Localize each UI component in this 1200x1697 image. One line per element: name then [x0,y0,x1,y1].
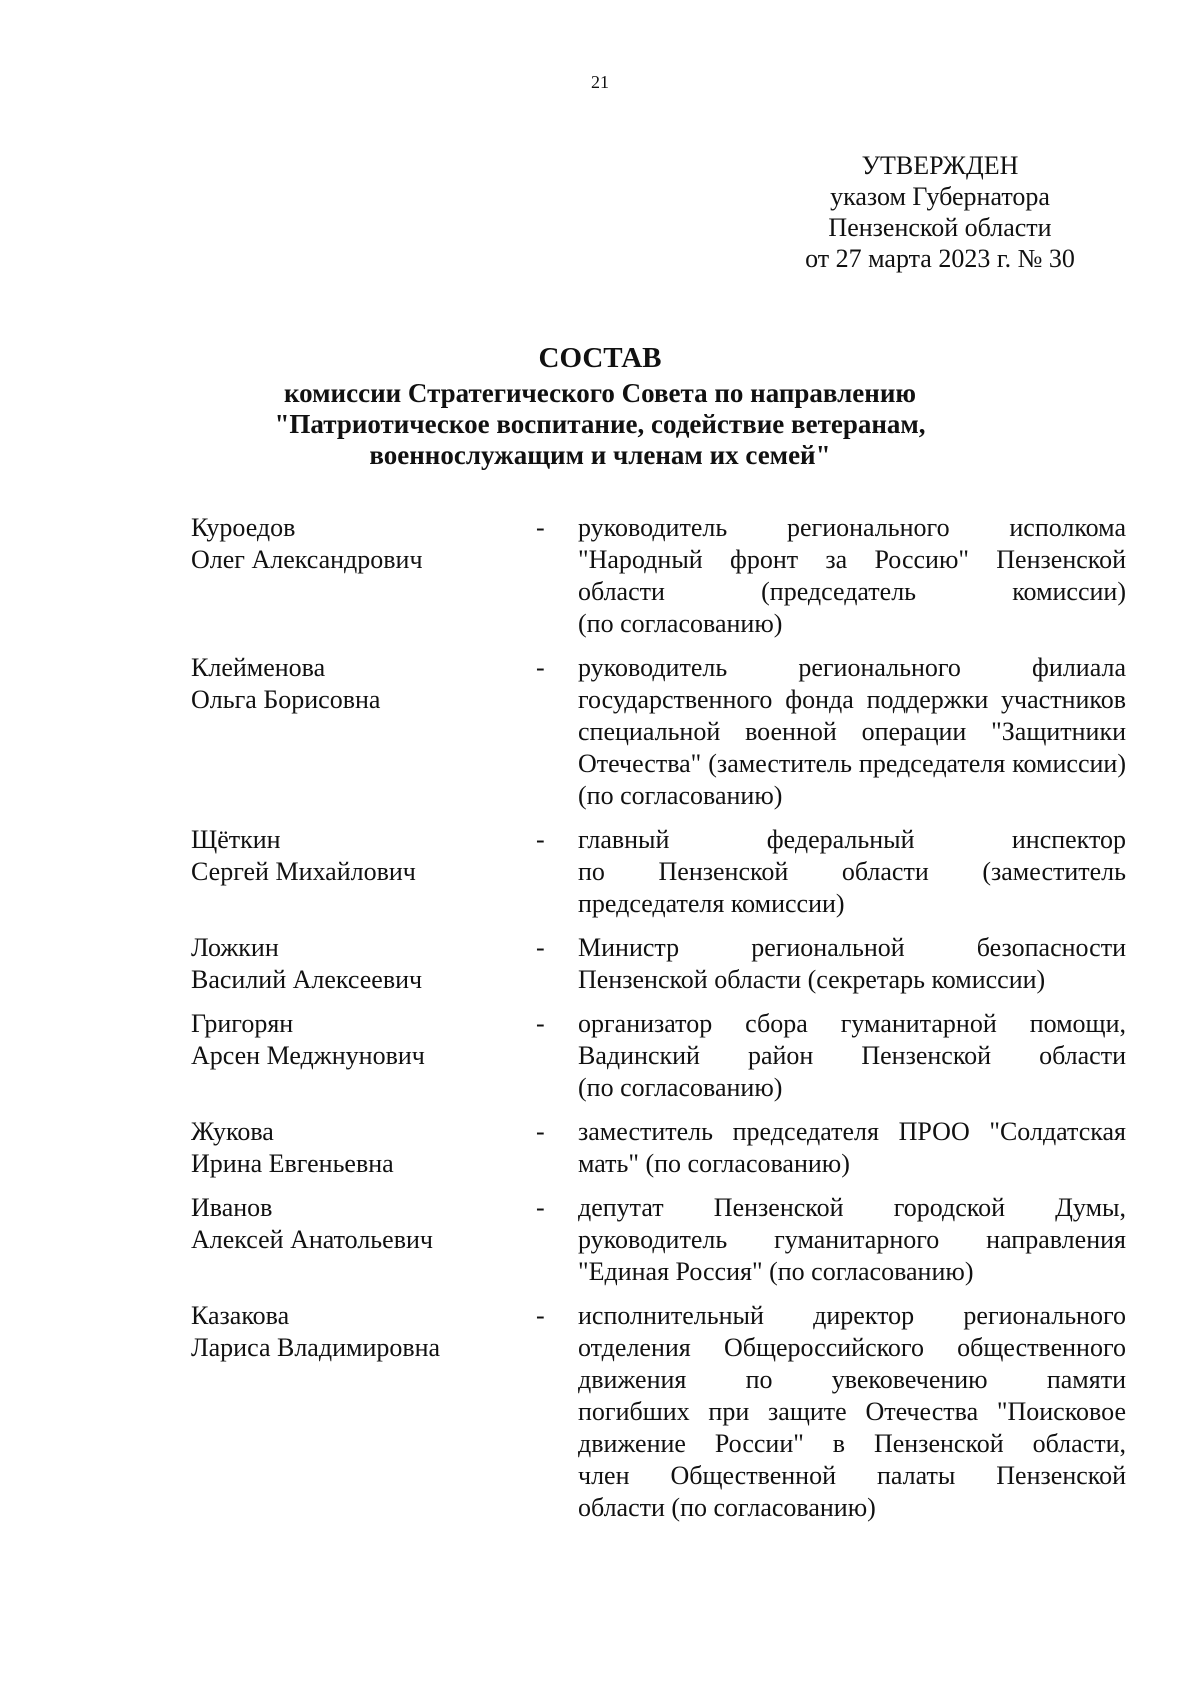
member-role-line: главный федеральный инспектор [578,825,1126,854]
approval-block [780,150,1100,274]
member-dash: - [536,933,545,962]
member-name [191,1192,536,1288]
approval-line: УТВЕРЖДЕН [861,151,1019,180]
member-role [578,1192,1126,1288]
member-role-line: организатор сбора гуманитарной помощи, [578,1009,1126,1038]
approval-line: Пензенской области [828,213,1052,242]
member-role-line: руководитель гуманитарного направления [578,1225,1126,1254]
member-role-line: "Единая Россия" (по согласованию) [578,1257,974,1286]
title-line: военнослужащим и членам их семей" [369,440,831,470]
member-role-line: (по согласованию) [578,781,783,810]
member-given-name: Арсен Меджнунович [191,1041,425,1070]
member-role-line: Вадинский район Пензенской области [578,1041,1126,1070]
member-role-line: области (по согласованию) [578,1493,876,1522]
member-dash: - [536,1009,545,1038]
member-role-line: председателя комиссии) [578,889,845,918]
title-heading: СОСТАВ [538,342,662,374]
member-given-name: Сергей Михайлович [191,857,416,886]
member-name [191,1008,536,1104]
member-role-line: (по согласованию) [578,609,783,638]
member-role [578,512,1126,640]
member-role-line: руководитель регионального филиала [578,653,1126,682]
member-given-name: Ольга Борисовна [191,685,381,714]
approval-line: от 27 марта 2023 г. № 30 [805,244,1075,273]
member-given-name: Василий Алексеевич [191,965,423,994]
member-role-line: член Общественной палаты Пензенской [578,1461,1126,1490]
member-surname: Григорян [191,1009,294,1038]
member-role-line: Министр региональной безопасности [578,933,1126,962]
member-name [191,512,536,640]
member-surname: Куроедов [191,513,296,542]
member-row [191,824,1126,920]
member-role-line: Пензенской области (секретарь комиссии) [578,965,1046,994]
member-role-line: государственного фонда поддержки участников [578,685,1126,714]
member-role-line: отделения Общероссийского общественного [578,1333,1126,1362]
member-role-line: специальной военной операции "Защитники [578,717,1126,746]
member-name [191,1300,536,1524]
member-dash: - [536,1301,545,1330]
member-role [578,652,1126,812]
title-line: комиссии Стратегического Совета по направлению [283,378,917,408]
member-name [191,652,536,812]
member-row [191,1300,1126,1524]
member-role-line: руководитель регионального исполкома [578,513,1126,542]
member-row [191,652,1126,812]
member-surname: Ложкин [191,933,279,962]
member-role [578,1008,1126,1104]
member-role-line: по Пензенской области (заместитель [578,857,1126,886]
member-role [578,824,1126,920]
member-dash: - [536,1193,545,1222]
member-surname: Щёткин [191,825,281,854]
page-number: 21 [591,72,609,92]
member-dash: - [536,1117,545,1146]
member-role-line: мать" (по согласованию) [578,1149,850,1178]
member-dash: - [536,513,545,542]
member-row [191,1192,1126,1288]
member-row [191,932,1126,996]
member-given-name: Ирина Евгеньевна [191,1149,394,1178]
member-role-line: "Народный фронт за Россию" Пензенской [578,545,1126,574]
member-surname: Казакова [191,1301,290,1330]
member-role-line: исполнительный директор регионального [578,1301,1126,1330]
member-given-name: Лариса Владимировна [191,1333,441,1362]
member-name [191,1116,536,1180]
title-line: "Патриотическое воспитание, содействие ветеранам, [274,409,926,439]
approval-line: указом Губернатора [830,182,1050,211]
member-dash: - [536,653,545,682]
member-surname: Клейменова [191,653,326,682]
member-role-line: погибших при защите Отечества "Поисковое [578,1397,1126,1426]
member-role-line: движения по увековечению памяти [578,1365,1126,1394]
member-role [578,1116,1126,1180]
member-role-line: депутат Пензенской городской Думы, [578,1193,1126,1222]
member-dash: - [536,825,545,854]
member-name [191,824,536,920]
member-role [578,1300,1126,1524]
member-row [191,512,1126,640]
member-role [578,932,1126,996]
member-role-line: заместитель председателя ПРОО "Солдатская [578,1117,1126,1146]
member-role-line: (по согласованию) [578,1073,783,1102]
member-name [191,932,536,996]
document-title [0,343,1200,471]
member-given-name: Олег Александрович [191,545,423,574]
member-role-line: Отечества" (заместитель председателя комиссии) [578,749,1126,778]
member-surname: Иванов [191,1193,273,1222]
member-row [191,1008,1126,1104]
member-role-line: движение России" в Пензенской области, [578,1429,1126,1458]
members-list [191,512,1126,1536]
member-given-name: Алексей Анатольевич [191,1225,433,1254]
member-surname: Жукова [191,1117,274,1146]
member-role-line: области (председатель комиссии) [578,577,1126,606]
member-row [191,1116,1126,1180]
